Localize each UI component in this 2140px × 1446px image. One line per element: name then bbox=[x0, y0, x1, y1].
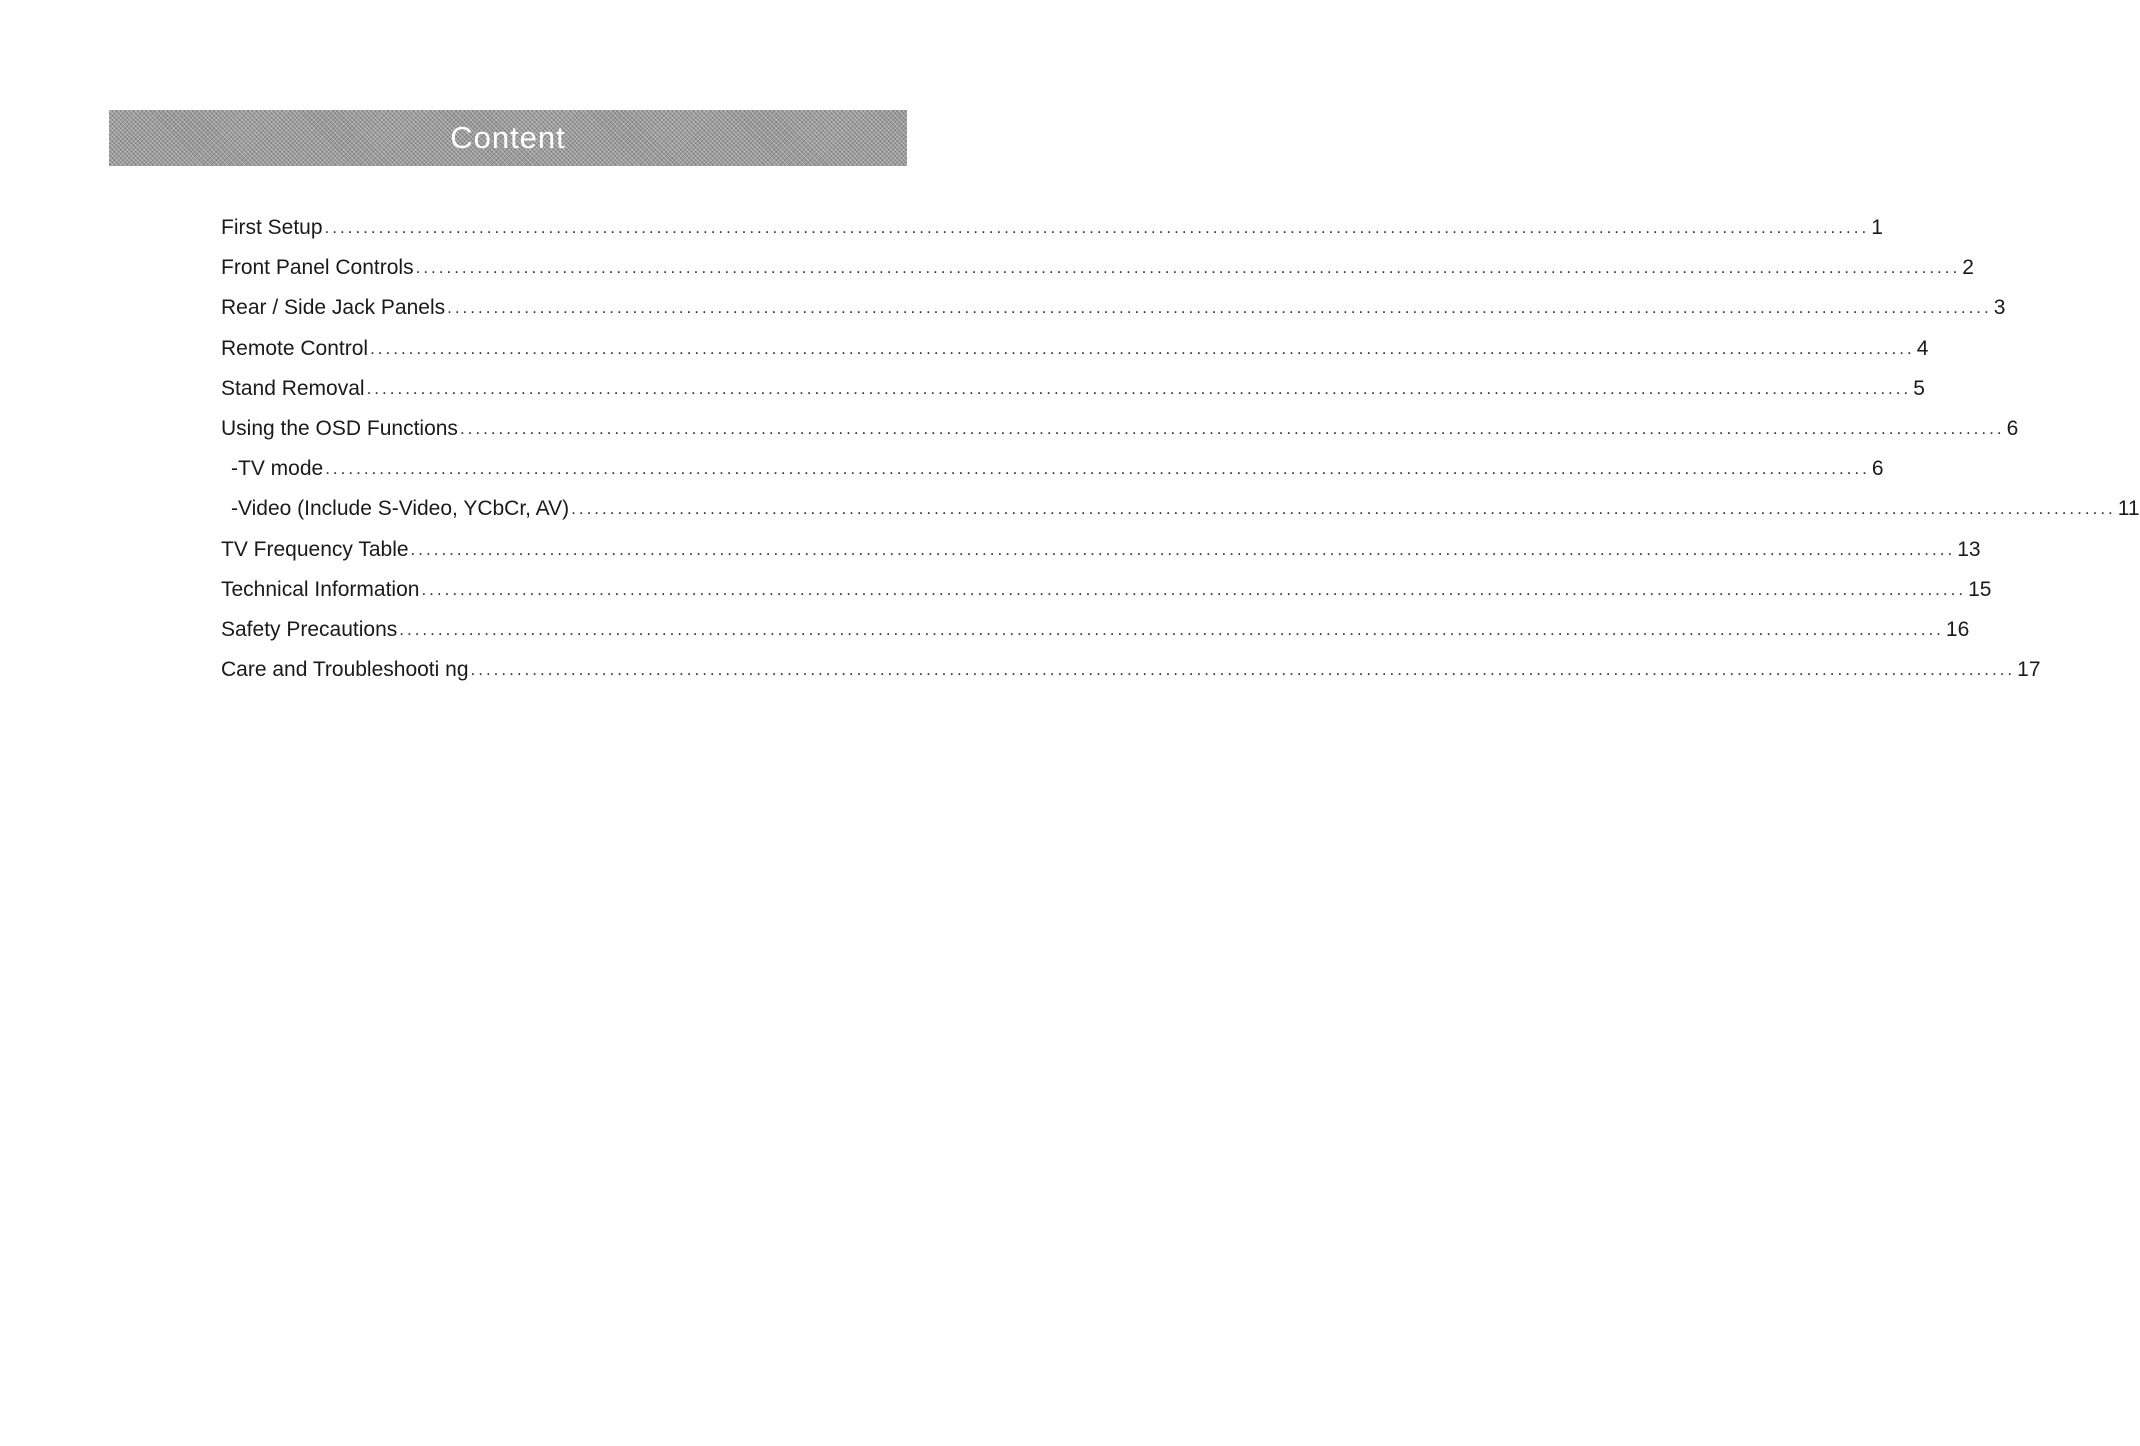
toc-dot-leader: ........................................................................................................................................................................................................ bbox=[370, 338, 1915, 358]
toc-entry-page: 5 bbox=[1913, 376, 1925, 400]
toc-entry-label: Using the OSD Functions bbox=[221, 416, 458, 440]
toc-entry bbox=[221, 409, 2019, 449]
toc-subentry bbox=[221, 449, 1884, 489]
toc-dot-leader: ........................................................................................................................................................................................................ bbox=[470, 660, 2016, 680]
toc-entry bbox=[221, 570, 1992, 610]
toc-entry-label: -Video (Include S-Video, YCbCr, AV) bbox=[231, 497, 570, 521]
toc-dot-leader: ........................................................................................................................................................................................................ bbox=[399, 619, 1944, 639]
toc-dot-leader: ........................................................................................................................................................................................................ bbox=[324, 218, 1870, 237]
toc-entry-label: Remote Control bbox=[221, 336, 369, 360]
toc-entry-page: 3 bbox=[1993, 296, 2006, 320]
toc-entry-label: Rear / Side Jack Panels bbox=[221, 296, 446, 320]
page-title: Content bbox=[450, 120, 566, 155]
toc-entry bbox=[221, 530, 1981, 570]
toc-entry-label: Safety Precautions bbox=[221, 617, 398, 641]
toc-entry-label: First Setup bbox=[221, 216, 323, 239]
toc-entry-label: Stand Removal bbox=[221, 376, 365, 400]
toc-entry bbox=[221, 248, 1974, 288]
toc-dot-leader: ........................................................................................................................................................................................................ bbox=[366, 378, 1912, 398]
toc-subentry bbox=[221, 489, 2140, 529]
toc-entry-page: 4 bbox=[1916, 336, 1929, 360]
toc-entry-label: -TV mode bbox=[231, 457, 324, 481]
toc-entry-label: Front Panel Controls bbox=[221, 256, 414, 280]
toc-entry-page: 6 bbox=[2006, 416, 2019, 440]
toc-entry bbox=[221, 369, 1925, 409]
toc-entry-page: 16 bbox=[1945, 617, 1970, 641]
toc-entry-page: 15 bbox=[1968, 577, 1992, 601]
toc-dot-leader: ........................................................................................................................................................................................................ bbox=[459, 418, 2005, 438]
toc-entry-label: TV Frequency Table bbox=[221, 537, 409, 561]
toc-dot-leader: ........................................................................................................................................................................................................ bbox=[421, 579, 1967, 599]
toc-dot-leader: ........................................................................................................................................................................................................ bbox=[447, 298, 1992, 318]
toc-entry-label: Technical Information bbox=[221, 577, 420, 601]
toc-entry bbox=[221, 650, 2041, 690]
toc-dot-leader: ........................................................................................................................................................................................................ bbox=[415, 258, 1961, 278]
toc-dot-leader: ........................................................................................................................................................................................................ bbox=[410, 539, 1956, 559]
toc-dot-leader: ........................................................................................................................................................................................................ bbox=[325, 459, 1870, 479]
table-of-contents bbox=[221, 208, 2140, 690]
toc-entry-page: 11 bbox=[2117, 497, 2140, 521]
toc-entry-page: 2 bbox=[1962, 256, 1974, 280]
toc-entry-page: 1 bbox=[1871, 216, 1883, 239]
toc-entry bbox=[221, 329, 1929, 369]
toc-entry-page: 6 bbox=[1871, 457, 1884, 481]
toc-entry bbox=[221, 288, 2006, 328]
toc-entry bbox=[221, 610, 1970, 650]
toc-dot-leader: ........................................................................................................................................................................................................ bbox=[571, 499, 2116, 519]
toc-entry-page: 17 bbox=[2017, 658, 2041, 682]
toc-entry-label: Care and Troubleshooti ng bbox=[221, 658, 469, 682]
toc-entry-page: 13 bbox=[1957, 537, 1981, 561]
toc-entry bbox=[221, 208, 1883, 248]
content-header-banner bbox=[109, 110, 907, 166]
